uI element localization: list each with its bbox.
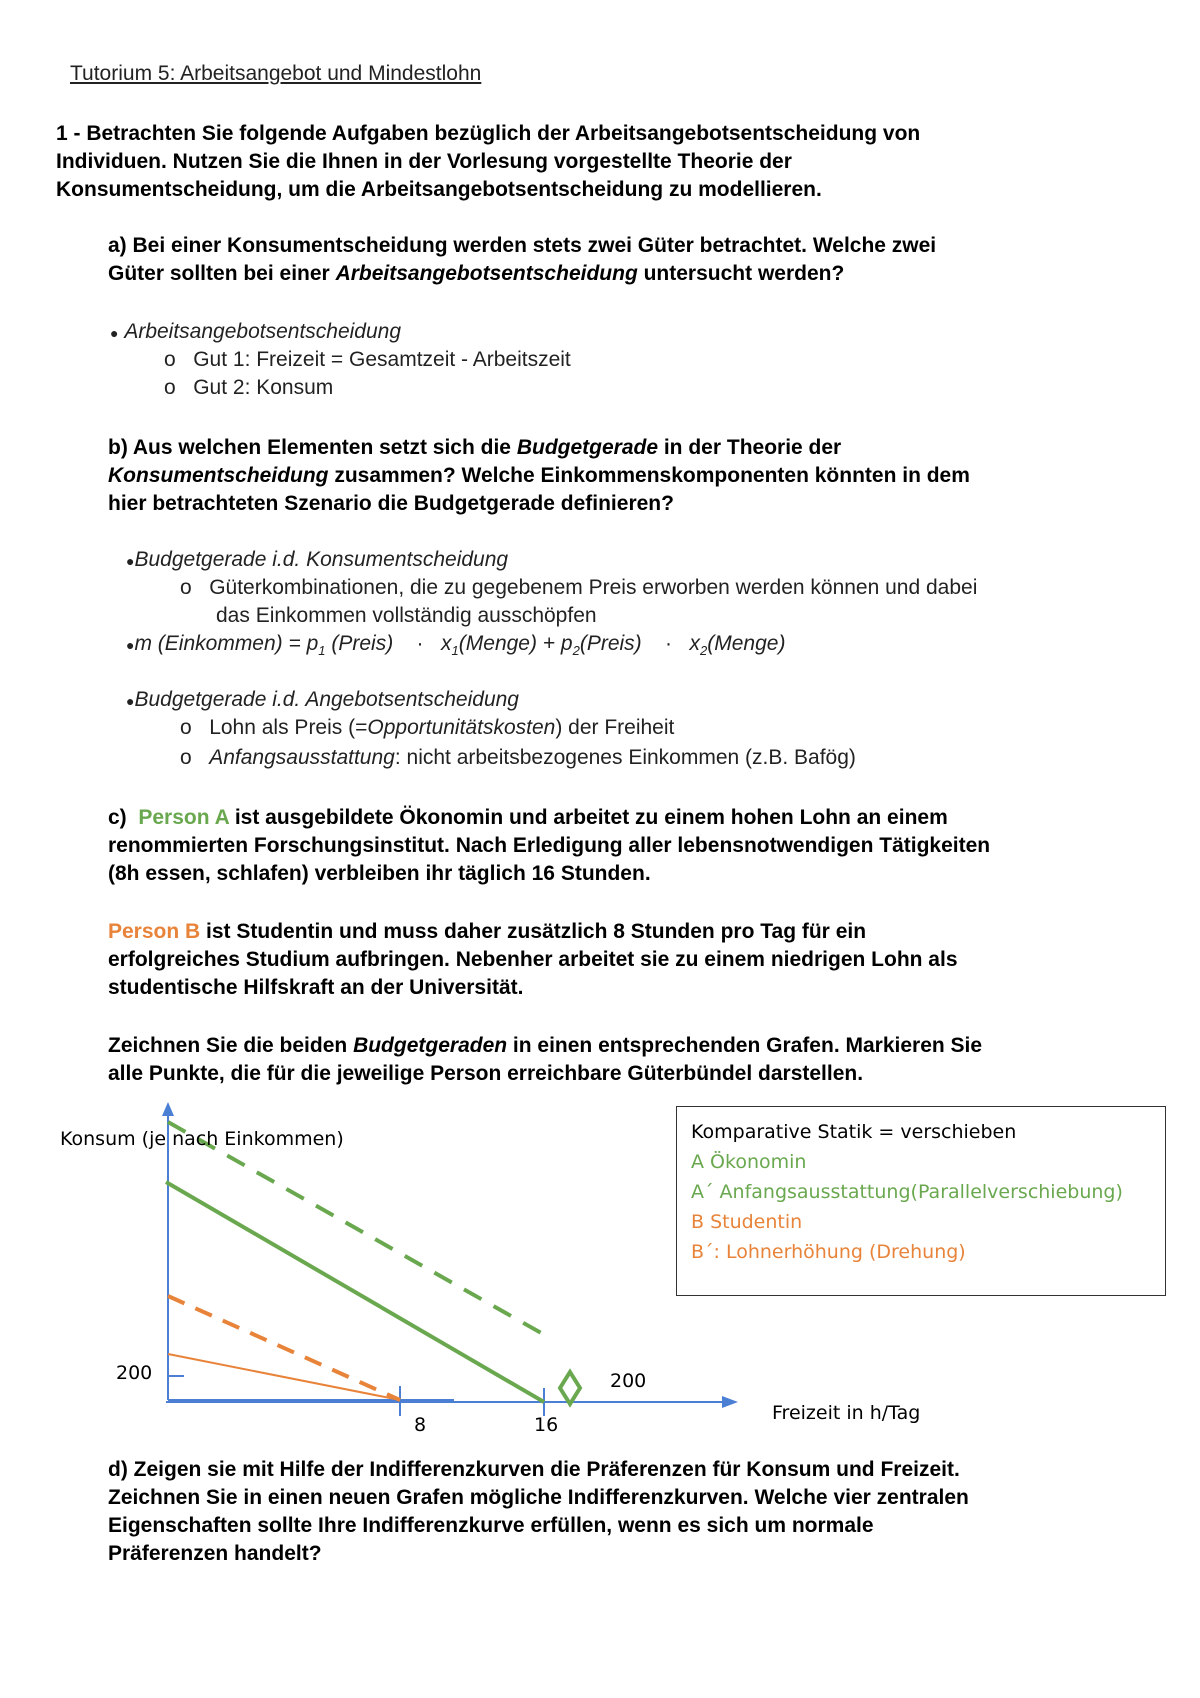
qc-line: Zeichnen Sie die beiden Budgetgeraden in einen entsprechenden Grafen. Markieren Sie (108, 1034, 983, 1057)
legend-item-b-prime: B´: Lohnerhöhung (Drehung) (691, 1241, 966, 1263)
circle-bullet-icon: o (180, 746, 192, 769)
qd-line: Eigenschaften sollte Ihre Indifferenzkurve erfüllen, wenn es sich um normale (108, 1514, 874, 1537)
qa-bullet: ● Arbeitsangebotsentscheidung (110, 320, 402, 343)
qb-bullet: ●Budgetgerade i.d. Konsumentscheidung (126, 548, 509, 571)
question-c (108, 804, 990, 888)
question-a (108, 232, 936, 288)
qc-line: c) Person A ist ausgebildete Ökonomin und arbeitet zu einem hohen Lohn an einem (108, 806, 948, 829)
question-d (108, 1456, 969, 1568)
person-a-label: Person A (138, 806, 229, 829)
y-tick-label: 200 (116, 1362, 153, 1384)
y-axis-label: Konsum (je nach Einkommen) (60, 1128, 344, 1150)
x-tick-label-8: 8 (414, 1414, 427, 1436)
x-axis-label: Freizeit in h/Tag (772, 1402, 921, 1424)
qb-sub-item: o Güterkombinationen, die zu gegebenem Preis erworben werden können und dabei (180, 576, 978, 599)
bullet-icon: ● (126, 637, 135, 653)
question-1 (56, 120, 920, 204)
circle-bullet-icon: o (180, 716, 192, 739)
budget-line-a (166, 1182, 544, 1402)
qb-line: Konsumentscheidung zusammen? Welche Einkommenskomponenten könnten in dem (108, 464, 970, 487)
legend-box (676, 1106, 1166, 1296)
qc-line: alle Punkte, die für die jeweilige Person erreichbare Güterbündel darstellen. (108, 1062, 864, 1085)
qc-line: renommierten Forschungsinstitut. Nach Erledigung aller lebensnotwendigen Tätigkeiten (108, 834, 991, 857)
qd-line: Zeichnen Sie in einen neuen Grafen mögliche Indifferenzkurven. Welche vier zentralen (108, 1486, 969, 1509)
qb-sub-item-cont: das Einkommen vollständig ausschöpfen (216, 604, 597, 627)
person-b-label: Person B (108, 920, 201, 943)
bullet-icon: ● (126, 693, 135, 709)
qa-sub-item: o Gut 1: Freizeit = Gesamtzeit - Arbeitszeit (164, 348, 571, 371)
q1-line: 1 - Betrachten Sie folgende Aufgaben bezüglich der Arbeitsangebotsentscheidung von (56, 122, 921, 145)
qd-line: d) Zeigen sie mit Hilfe der Indifferenzkurven die Präferenzen für Konsum und Freizeit. (108, 1458, 960, 1481)
circle-bullet-icon: o (164, 348, 176, 371)
page-title: Tutorium 5: Arbeitsangebot und Mindestlohn (70, 62, 482, 85)
q1-line: Individuen. Nutzen Sie die Ihnen in der Vorlesung vorgestellte Theorie der (56, 150, 792, 173)
bullet-icon: ● (126, 553, 135, 569)
qb-bullet: ●Budgetgerade i.d. Angebotsentscheidung (126, 688, 519, 711)
qd-line: Präferenzen handelt? (108, 1542, 322, 1565)
y-axis-arrow (162, 1102, 174, 1116)
question-b (108, 434, 970, 518)
question-c-task (108, 1032, 982, 1088)
legend-item-a-prime: A´ Anfangsausstattung(Parallelverschiebung) (691, 1181, 1123, 1203)
qc-line: erfolgreiches Studium aufbringen. Nebenher arbeitet sie zu einem niedrigen Lohn als (108, 948, 958, 971)
budget-line-b-prime (168, 1296, 400, 1400)
x-tick-label-16: 16 (534, 1414, 559, 1436)
question-c-person-b (108, 918, 958, 1002)
budget-line-b (168, 1354, 400, 1400)
legend-title: Komparative Statik = verschieben (691, 1121, 1017, 1143)
diamond-marker (560, 1372, 580, 1404)
legend-item-a: A Ökonomin (691, 1151, 807, 1173)
qb-line: hier betrachteten Szenario die Budgetgerade definieren? (108, 492, 674, 515)
qa-line: Güter sollten bei einer Arbeitsangebotsentscheidung untersucht werden? (108, 262, 845, 285)
x-axis-arrow (722, 1396, 738, 1408)
qc-line: (8h essen, schlafen) verbleiben ihr täglich 16 Stunden. (108, 862, 651, 885)
qb-sub-item: o Anfangsausstattung: nicht arbeitsbezogenes Einkommen (z.B. Bafög) (180, 746, 856, 769)
bullet-icon: ● (110, 325, 119, 341)
circle-bullet-icon: o (164, 376, 176, 399)
circle-bullet-icon: o (180, 576, 192, 599)
x-extra-label: 200 (610, 1370, 647, 1392)
qa-sub-item: o Gut 2: Konsum (164, 376, 334, 399)
legend-item-b: B Studentin (691, 1211, 803, 1233)
q1-line: Konsumentscheidung, um die Arbeitsangebotsentscheidung zu modellieren. (56, 178, 822, 201)
qc-line: studentische Hilfskraft an der Universität. (108, 976, 524, 999)
qb-line: b) Aus welchen Elementen setzt sich die Budgetgerade in der Theorie der (108, 436, 842, 459)
qb-sub-item: o Lohn als Preis (=Opportunitätskosten) der Freiheit (180, 716, 675, 739)
qa-line: a) Bei einer Konsumentscheidung werden stets zwei Güter betrachtet. Welche zwei (108, 234, 937, 257)
budget-line-a-prime (168, 1122, 550, 1338)
qc-line: Person B ist Studentin und muss daher zusätzlich 8 Stunden pro Tag für ein (108, 920, 867, 943)
formula: ●m (Einkommen) = $p_1$ (Preis) · $x_1(Menge)$ + $p_2(Preis)$ · $x_2(Menge)$ (126, 632, 786, 659)
